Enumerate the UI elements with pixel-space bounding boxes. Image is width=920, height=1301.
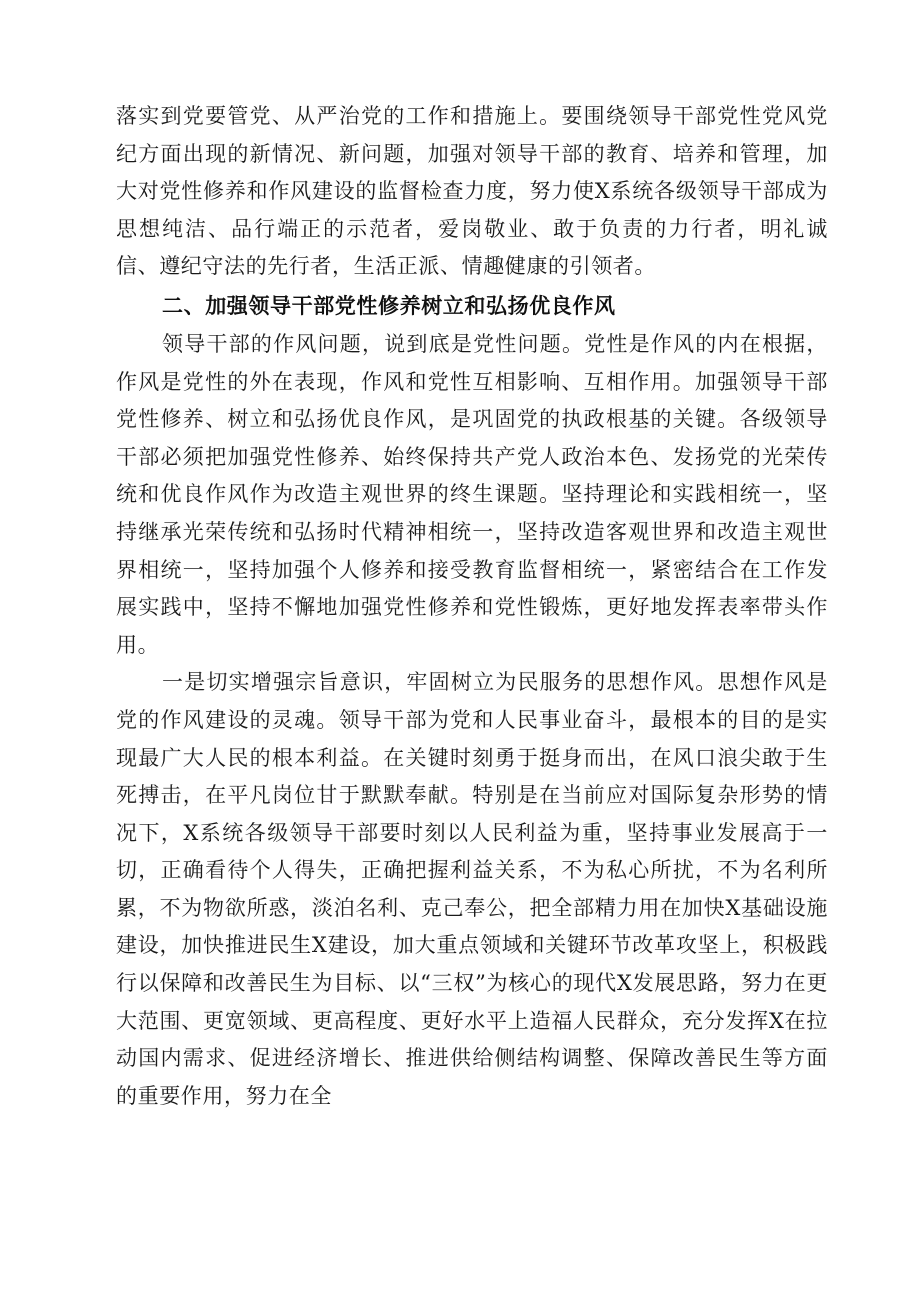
body-paragraph-1: 落实到党要管党、从严治党的工作和措施上。要围绕领导干部党性党风党纪方面出现的新情况、新问题，加强对领导干部的教育、培养和管理，加大对党性修养和作风建设的监督检查力度，努力使X系统各级领导干部成为思想纯洁、品行端正的示范者，爱岗敬业、敢于负责的力行者，明礼诚信、遵纪守法的先行者，生活正派、情趣健康的引领者。 — [116, 104, 828, 279]
body-paragraph-3: 一是切实增强宗旨意识，牢固树立为民服务的思想作风。思想作风是党的作风建设的灵魂。领导干部为党和人民事业奋斗，最根本的目的是实现最广大人民的根本利益。在关键时刻勇于挺身而出，在风口浪尖敢于生死搏击，在平凡岗位甘于默默奉献。特别是在当前应对国际复杂形势的情况下，X系统各级领导干部要时刻以人民利益为重，坚持事业发展高于一切，正确看待个人得失，正确把握利益关系，不为私心所扰，不为名利所累，不为物欲所惑，淡泊名利、克己奉公，把全部精力用在加快X基础设施建设，加快推进民生X建设，加大重点领域和关键环节改革攻坚上，积极践行以保障和改善民生为目标、以“三权”为核心的现代X发展思路，努力在更大范围、更宽领域、更高程度、更好水平上造福人民群众，充分发挥X在拉动国内需求、促进经济增长、推进供给侧结构调整、保障改善民生等方面的重要作用，努力在全 — [116, 670, 828, 1108]
document-page — [116, 98, 828, 1115]
body-paragraph-2: 领导干部的作风问题，说到底是党性问题。党性是作风的内在根据，作风是党性的外在表现，作风和党性互相影响、互相作用。加强领导干部党性修养、树立和弘扬优良作风，是巩固党的执政根基的关键。各级领导干部必须把加强党性修养、始终保持共产党人政治本色、发扬党的光荣传统和优良作风作为改造主观世界的终生课题。坚持理论和实践相统一，坚持继承光荣传统和弘扬时代精神相统一，坚持改造客观世界和改造主观世界相统一，坚持加强个人修养和接受教育监督相统一，紧密结合在工作发展实践中，坚持不懈地加强党性修养和党性锻炼，更好地发挥表率带头作用。 — [116, 331, 828, 657]
section-heading: 二、加强领导干部党性修养树立和弘扬优良作风 — [162, 293, 616, 318]
